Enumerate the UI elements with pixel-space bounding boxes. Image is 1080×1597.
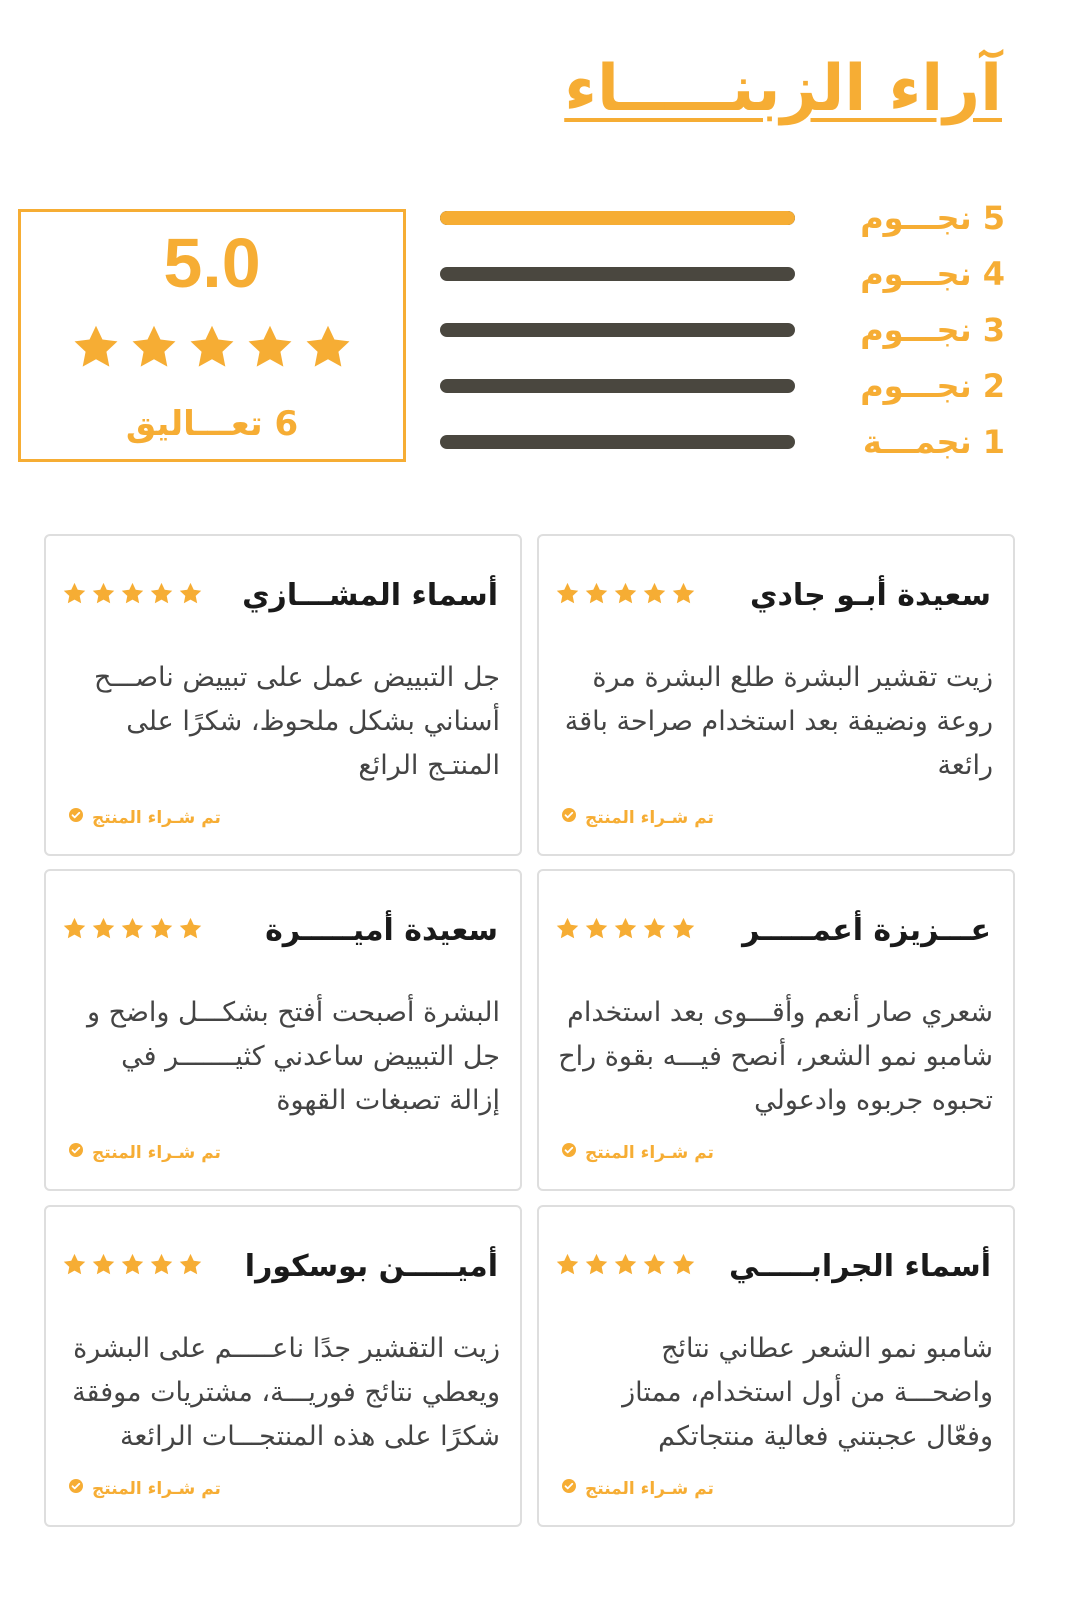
distribution-bar bbox=[440, 379, 795, 393]
star-icon bbox=[613, 916, 638, 945]
check-circle-icon bbox=[561, 1142, 577, 1163]
distribution-bar bbox=[440, 435, 795, 449]
check-circle-icon bbox=[68, 1478, 84, 1499]
star-icon bbox=[613, 581, 638, 610]
star-icon bbox=[178, 581, 203, 610]
review-stars bbox=[555, 1252, 696, 1281]
review-card bbox=[537, 1205, 1015, 1527]
star-icon bbox=[584, 1252, 609, 1281]
star-icon bbox=[613, 1252, 638, 1281]
reviewer-name: عـــزيزة أعمـــــر bbox=[742, 913, 991, 948]
star-icon bbox=[671, 1252, 696, 1281]
rating-summary bbox=[18, 209, 406, 462]
average-score: 5.0 bbox=[163, 223, 261, 302]
star-icon bbox=[671, 916, 696, 945]
reviewer-name: أميـــــن بوسكورا bbox=[244, 1249, 498, 1284]
average-stars bbox=[71, 322, 353, 376]
distribution-label: 4 نجـــوم bbox=[860, 255, 1005, 293]
check-circle-icon bbox=[68, 1142, 84, 1163]
verified-purchase bbox=[561, 1478, 714, 1499]
review-text: شعري صار أنعم وأقـــوى بعد استخدام شامبو نمو الشعر، أنصح فيـــه بقوة راح تحبوه جربوه وادعولي bbox=[558, 997, 993, 1116]
verified-label: تم شـراء المنتج bbox=[585, 1142, 714, 1163]
star-icon bbox=[642, 916, 667, 945]
distribution-row-1 bbox=[440, 414, 1005, 470]
verified-purchase bbox=[68, 1478, 221, 1499]
review-card bbox=[537, 534, 1015, 856]
distribution-bar bbox=[440, 211, 795, 225]
star-icon bbox=[671, 581, 696, 610]
star-icon bbox=[71, 322, 121, 376]
star-icon bbox=[129, 322, 179, 376]
star-icon bbox=[642, 581, 667, 610]
star-icon bbox=[91, 1252, 116, 1281]
star-icon bbox=[555, 581, 580, 610]
verified-label: تم شـراء المنتج bbox=[92, 1142, 221, 1163]
review-stars bbox=[62, 916, 203, 945]
review-card bbox=[44, 869, 522, 1191]
star-icon bbox=[91, 581, 116, 610]
review-text: زيت التقشير جدًا ناعـــــم على البشرة ويعطي نتائج فوريـــة، مشتريات موفقة شكرًا على هذه المنتجـــات الرائعة bbox=[72, 1333, 500, 1452]
review-text: زيت تقشير البشرة طلع البشرة مرة روعة ونضيفة بعد استخدام صراحة باقة رائعة bbox=[564, 662, 993, 781]
distribution-label: 5 نجـــوم bbox=[860, 199, 1005, 237]
review-stars bbox=[62, 581, 203, 610]
distribution-label: 3 نجـــوم bbox=[860, 311, 1005, 349]
check-circle-icon bbox=[68, 807, 84, 828]
reviewer-name: سعيدة أميـــــرة bbox=[265, 913, 498, 948]
verified-label: تم شـراء المنتج bbox=[92, 1478, 221, 1499]
rating-distribution bbox=[440, 190, 1005, 470]
star-icon bbox=[187, 322, 237, 376]
star-icon bbox=[303, 322, 353, 376]
star-icon bbox=[120, 916, 145, 945]
star-icon bbox=[178, 916, 203, 945]
distribution-label: 2 نجـــوم bbox=[860, 367, 1005, 405]
star-icon bbox=[120, 581, 145, 610]
star-icon bbox=[62, 1252, 87, 1281]
verified-purchase bbox=[561, 1142, 714, 1163]
reviewer-name: أسماء المشـــازي bbox=[242, 578, 498, 613]
star-icon bbox=[584, 916, 609, 945]
review-stars bbox=[555, 916, 696, 945]
distribution-bar bbox=[440, 323, 795, 337]
star-icon bbox=[555, 916, 580, 945]
verified-label: تم شـراء المنتج bbox=[92, 807, 221, 828]
star-icon bbox=[62, 916, 87, 945]
verified-purchase bbox=[68, 1142, 221, 1163]
review-text: شامبو نمو الشعر عطاني نتائج واضحـــة من أول استخدام، ممتاز وفعّال عجبتني فعالية منتجاتكم bbox=[622, 1333, 993, 1452]
verified-label: تم شـراء المنتج bbox=[585, 807, 714, 828]
star-icon bbox=[62, 581, 87, 610]
distribution-bar bbox=[440, 267, 795, 281]
page-title: آراء الزبنـــــاء bbox=[564, 52, 1002, 126]
review-text: جل التبييض عمل على تبييض ناصـــح أسناني بشكل ملحوظ، شكرًا على المنتـج الرائع bbox=[93, 662, 500, 781]
check-circle-icon bbox=[561, 807, 577, 828]
check-circle-icon bbox=[561, 1478, 577, 1499]
distribution-row-2 bbox=[440, 358, 1005, 414]
distribution-row-4 bbox=[440, 246, 1005, 302]
review-count: 6 تعـــاليق bbox=[125, 403, 299, 444]
star-icon bbox=[178, 1252, 203, 1281]
review-card bbox=[537, 869, 1015, 1191]
star-icon bbox=[584, 581, 609, 610]
distribution-label: 1 نجمـــة bbox=[862, 423, 1005, 461]
star-icon bbox=[149, 1252, 174, 1281]
star-icon bbox=[149, 581, 174, 610]
reviewer-name: أسماء الجرابـــــي bbox=[729, 1249, 991, 1284]
distribution-row-5 bbox=[440, 190, 1005, 246]
review-stars bbox=[62, 1252, 203, 1281]
review-text: البشرة أصبحت أفتح بشكـــل واضح و جل التبييض ساعدني كثيـــــــر في إزالة تصبغات القهوة bbox=[86, 997, 500, 1116]
review-card bbox=[44, 1205, 522, 1527]
distribution-row-3 bbox=[440, 302, 1005, 358]
star-icon bbox=[555, 1252, 580, 1281]
verified-purchase bbox=[68, 807, 221, 828]
star-icon bbox=[91, 916, 116, 945]
verified-purchase bbox=[561, 807, 714, 828]
star-icon bbox=[120, 1252, 145, 1281]
review-stars bbox=[555, 581, 696, 610]
star-icon bbox=[642, 1252, 667, 1281]
review-card bbox=[44, 534, 522, 856]
reviewer-name: سعيدة أبـو جادي bbox=[750, 578, 991, 613]
star-icon bbox=[149, 916, 174, 945]
star-icon bbox=[245, 322, 295, 376]
verified-label: تم شـراء المنتج bbox=[585, 1478, 714, 1499]
